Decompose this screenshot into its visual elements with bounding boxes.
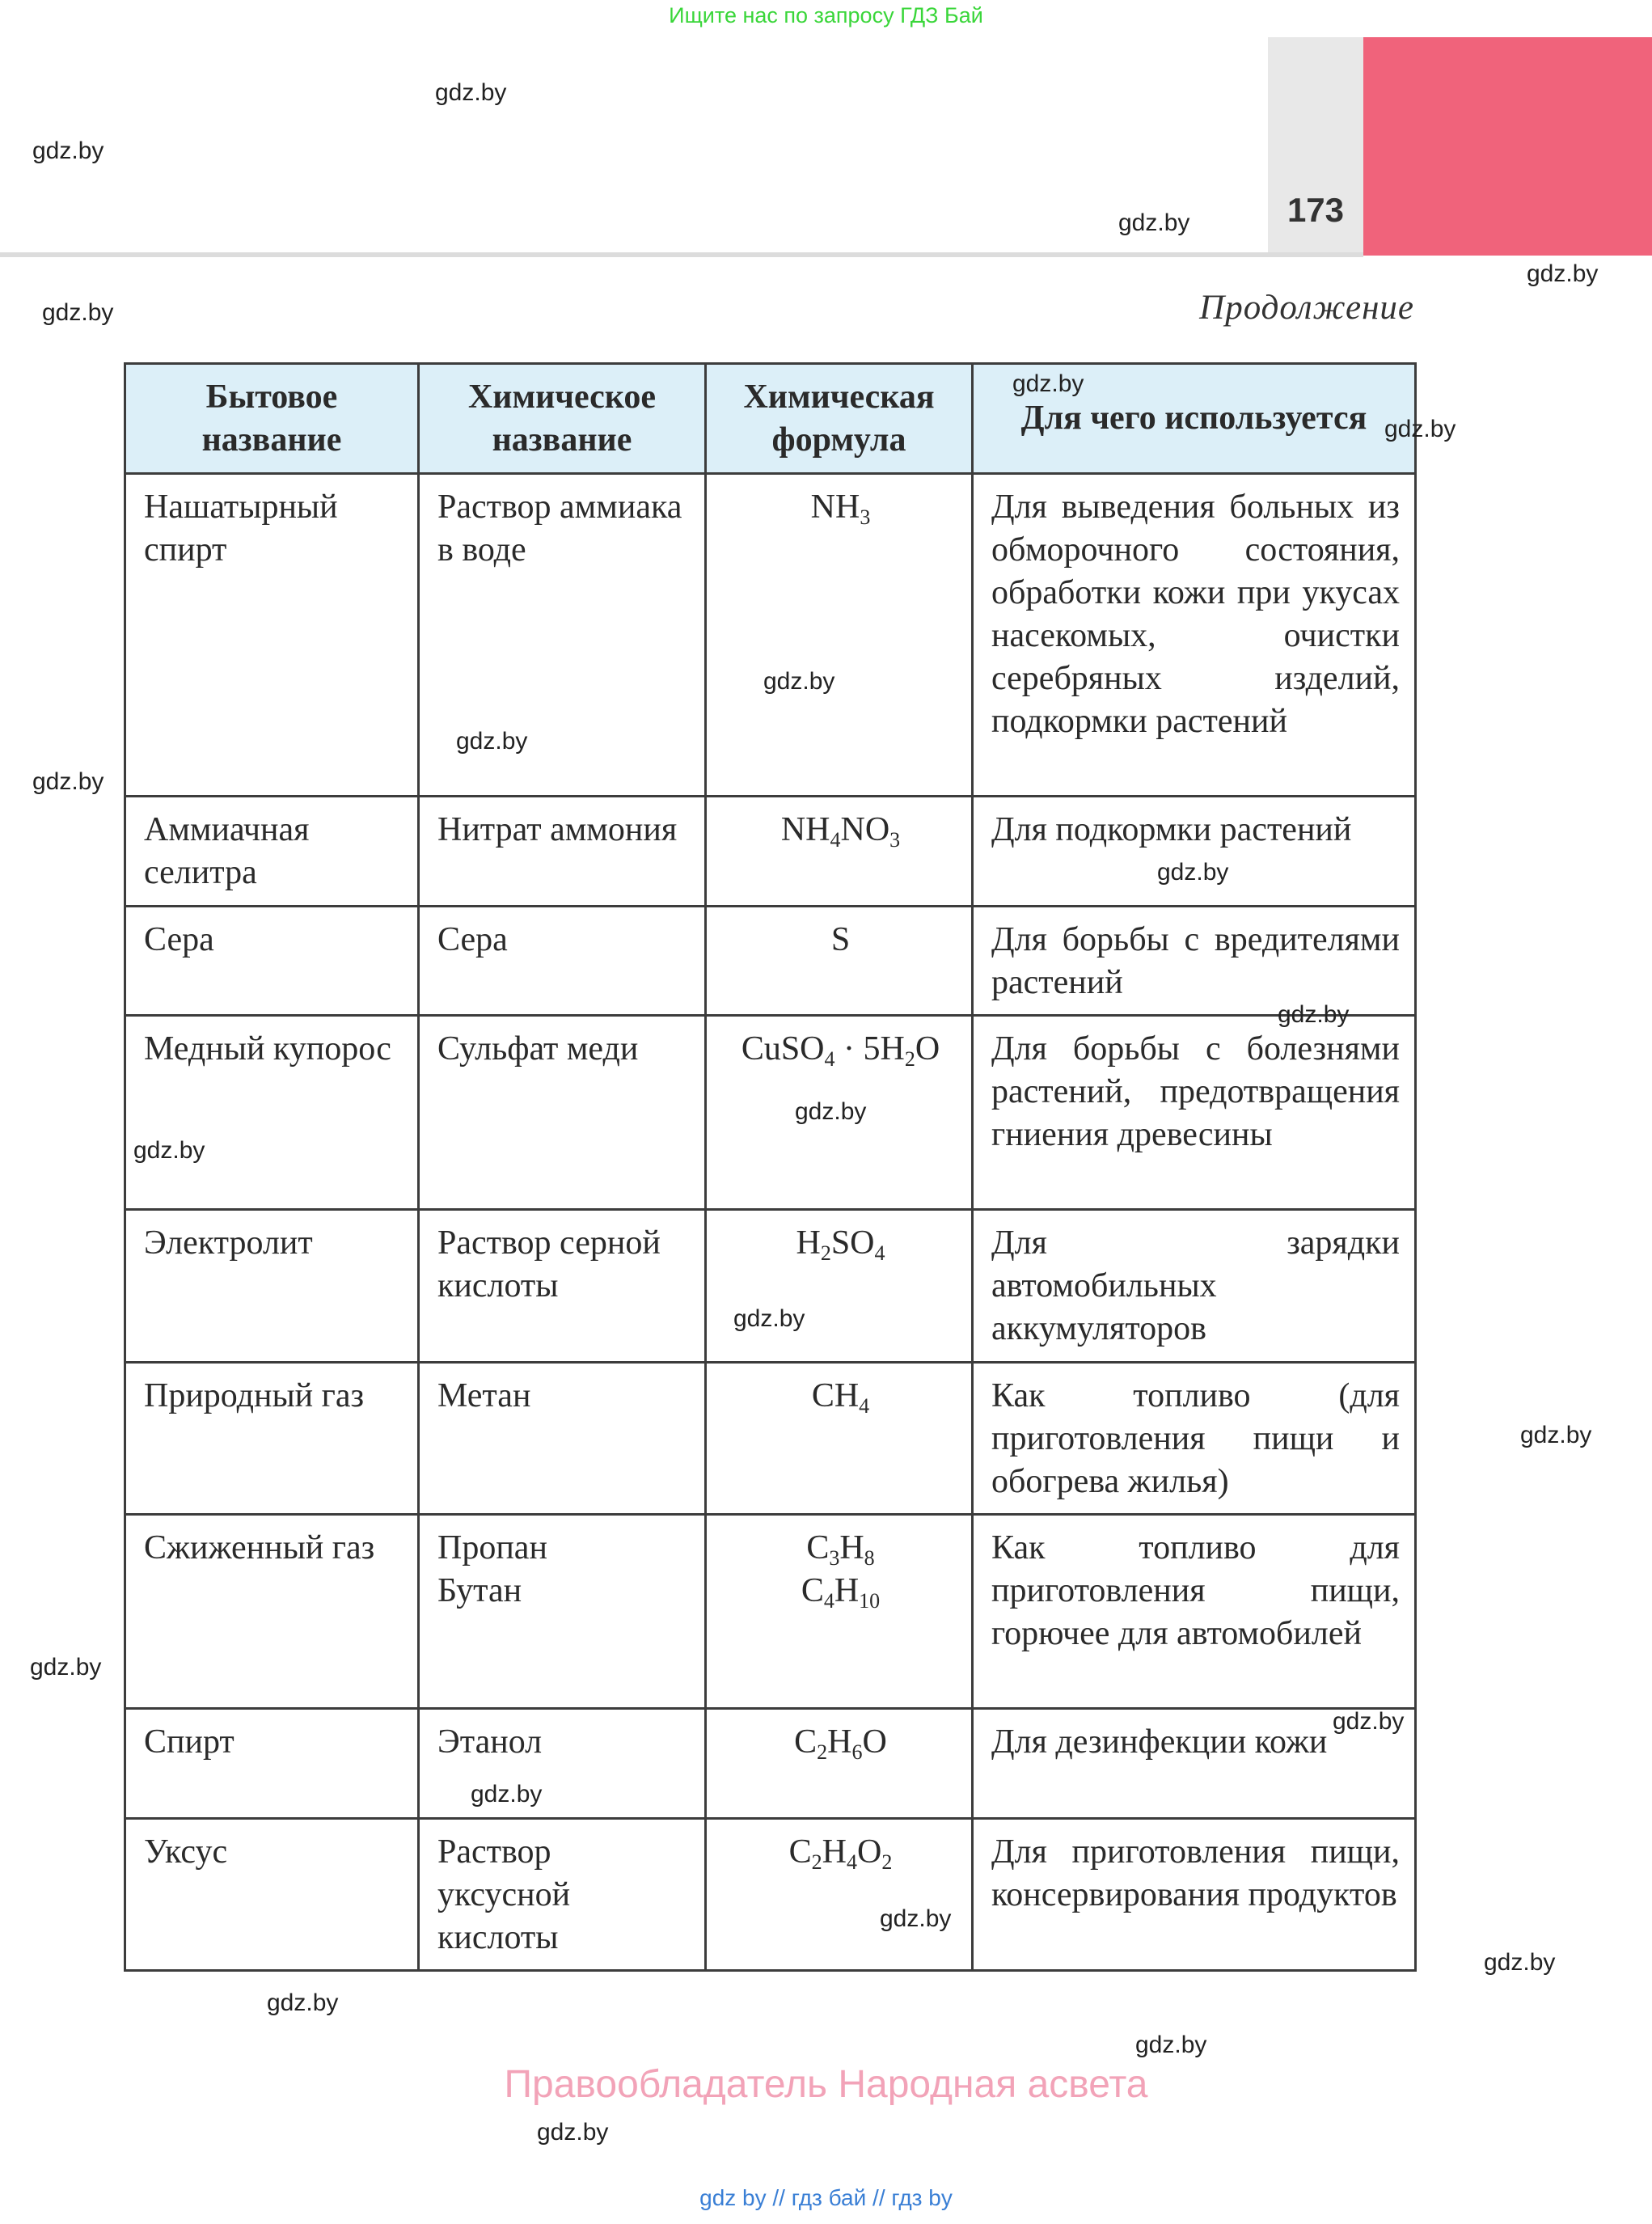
table-row xyxy=(125,1515,1416,1709)
cell-use: Для выведения больных из обморочного состояния, обработки кожи при укусах насекомых, очистки серебряных изделий, подкормки растений xyxy=(973,474,1416,797)
cell-use: Для приготовления пищи, консервирования продуктов xyxy=(973,1818,1416,1970)
watermark: gdz.by xyxy=(1157,859,1229,886)
header-chemical-name: Химическое название xyxy=(419,364,706,474)
cell-formula: $NH_4NO_3$ xyxy=(706,796,973,906)
cell-use: Для дезинфекции кожи xyxy=(973,1709,1416,1818)
table-row xyxy=(125,1362,1416,1514)
watermark: gdz.by xyxy=(1012,370,1084,397)
cell-chemical: Сульфат меди xyxy=(419,1016,706,1210)
cell-formula: $C_2H_4O_2$ xyxy=(706,1818,973,1970)
cell-formula: $NH_3$ xyxy=(706,474,973,797)
watermark: gdz.by xyxy=(456,728,528,755)
cell-common: Аммиачная селитра xyxy=(125,796,419,906)
watermark: gdz.by xyxy=(763,668,835,695)
table-row xyxy=(125,796,1416,906)
cell-chemical: Сера xyxy=(419,906,706,1015)
cell-common: Уксус xyxy=(125,1818,419,1970)
cell-use: Как топливо для приготовления пищи, горючее для автомобилей xyxy=(973,1515,1416,1709)
cell-formula: $C_2H_6O$ xyxy=(706,1709,973,1818)
cell-chemical: Нитрат аммония xyxy=(419,796,706,906)
table-row xyxy=(125,906,1416,1015)
chapter-color-tab xyxy=(1363,37,1652,256)
cell-chemical: Пропан Бутан xyxy=(419,1515,706,1709)
header-formula: Химическая формула xyxy=(706,364,973,474)
cell-formula: $C_3H_8$ $C_4H_{10}$ xyxy=(706,1515,973,1709)
watermark: gdz.by xyxy=(733,1305,805,1332)
cell-use: Для подкормки растений xyxy=(973,796,1416,906)
table-row xyxy=(125,1818,1416,1970)
watermark: gdz.by xyxy=(471,1781,543,1808)
cell-common: Нашатырный спирт xyxy=(125,474,419,797)
copyright-owner: Правообладатель Народная асвета xyxy=(504,2063,1148,2106)
table-header-row xyxy=(125,364,1416,474)
cell-use: Для борьбы с вредителями растений xyxy=(973,906,1416,1015)
page-number: 173 xyxy=(1287,191,1345,229)
cell-common: Сжиженный газ xyxy=(125,1515,419,1709)
cell-formula: $H_2SO_4$ xyxy=(706,1210,973,1362)
watermark: gdz.by xyxy=(1484,1949,1556,1976)
watermark: gdz.by xyxy=(537,2119,609,2146)
watermark: gdz.by xyxy=(32,137,104,164)
table-row xyxy=(125,1709,1416,1818)
top-banner: Ищите нас по запросу ГДЗ Бай xyxy=(669,3,983,27)
watermark: gdz.by xyxy=(1384,416,1456,442)
footer-links: gdz by // гдз бай // гдз by xyxy=(699,2185,953,2210)
cell-chemical: Метан xyxy=(419,1362,706,1514)
cell-chemical: Этанол xyxy=(419,1709,706,1818)
cell-common: Электролит xyxy=(125,1210,419,1362)
watermark: gdz.by xyxy=(1333,1708,1405,1735)
cell-chemical: Раствор уксусной кислоты xyxy=(419,1818,706,1970)
cell-common: Природный газ xyxy=(125,1362,419,1514)
continuation-label: Продолжение xyxy=(1199,289,1414,327)
cell-common: Сера xyxy=(125,906,419,1015)
watermark: gdz.by xyxy=(1135,2032,1207,2058)
substances-table xyxy=(124,362,1417,1972)
table-row xyxy=(125,474,1416,797)
watermark: gdz.by xyxy=(795,1098,867,1125)
watermark: gdz.by xyxy=(1278,1001,1350,1028)
cell-formula: CuSO$_4$ · $5H_2O$ xyxy=(706,1016,973,1210)
cell-use: Для борьбы с болезнями растений, предотвращения гниения древесины xyxy=(973,1016,1416,1210)
cell-use: Как топливо (для приготовления пищи и обогрева жилья) xyxy=(973,1362,1416,1514)
watermark: gdz.by xyxy=(267,1989,339,2016)
watermark: gdz.by xyxy=(133,1137,205,1164)
watermark: gdz.by xyxy=(435,79,507,106)
cell-common: Спирт xyxy=(125,1709,419,1818)
watermark: gdz.by xyxy=(42,299,114,326)
cell-chemical: Раствор серной кислоты xyxy=(419,1210,706,1362)
table-row xyxy=(125,1210,1416,1362)
table-row xyxy=(125,1016,1416,1210)
watermark: gdz.by xyxy=(880,1905,952,1932)
watermark: gdz.by xyxy=(1520,1422,1592,1448)
cell-chemical: Раствор аммиака в воде xyxy=(419,474,706,797)
cell-formula: S xyxy=(706,906,973,1015)
header-rule xyxy=(0,252,1363,257)
header-usage: Для чего используется xyxy=(973,364,1416,474)
watermark: gdz.by xyxy=(30,1654,102,1681)
cell-use: Для зарядки автомобильных аккумуляторов xyxy=(973,1210,1416,1362)
cell-common: Медный купорос xyxy=(125,1016,419,1210)
watermark: gdz.by xyxy=(1118,209,1190,236)
cell-formula: $CH_4$ xyxy=(706,1362,973,1514)
watermark: gdz.by xyxy=(1527,260,1599,287)
header-common-name: Бытовое название xyxy=(125,364,419,474)
watermark: gdz.by xyxy=(32,768,104,795)
